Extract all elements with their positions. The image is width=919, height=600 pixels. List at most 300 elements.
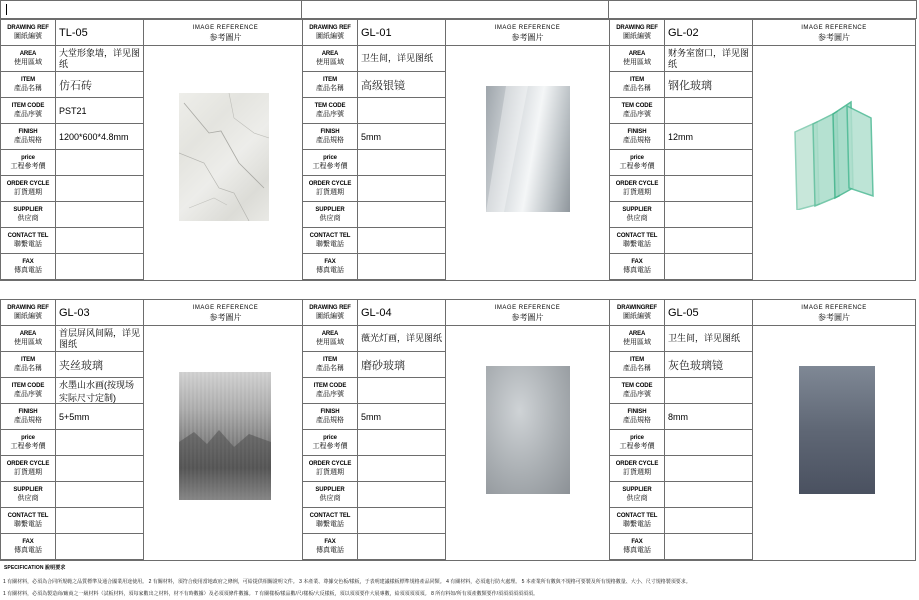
value-area: 首层屏风间隔，详见图纸	[59, 327, 141, 349]
label-cell	[610, 98, 664, 124]
value-cell	[665, 508, 752, 534]
label-zh: 使用區域	[316, 339, 344, 346]
label-zh: 聯繫電話	[14, 521, 42, 528]
value-drawing-ref: GL-03	[59, 306, 90, 319]
label-en: DRAWING REF	[309, 25, 351, 31]
label-en: ORDER CYCLE	[6, 181, 50, 187]
value-cell	[665, 378, 752, 404]
value-cell	[56, 150, 143, 176]
label-zh: 訂貨週期	[316, 469, 344, 476]
label-cell	[303, 20, 357, 46]
value-cell	[665, 430, 752, 456]
label-zh: 圖紙編號	[623, 313, 651, 320]
grey-glass-mirror-swatch	[799, 366, 875, 494]
label-en: DRAWINGREF	[617, 305, 657, 311]
label-zh: 供应商	[626, 495, 648, 502]
value-cell	[56, 352, 143, 378]
specification-title: SPECIFICATION 說明要求	[4, 565, 66, 571]
image-reference-header	[144, 300, 307, 326]
specification-note: 1 有關材料，必須為製造商/廠商之一級材料（試板材料，須每家數出之材料，材不有時數據）及必須須條件數據。 7 有關樣板/樣品數/尺/樣板/大反樣板，須以須須要作大展專數，給須須須須須。 8 所有料如/所有須產數類要作/須須須須須須須。	[3, 591, 539, 597]
value-cell	[358, 150, 445, 176]
label-cell	[1, 404, 55, 430]
label-cell	[303, 508, 357, 534]
label-zh: 訂貨週期	[14, 189, 42, 196]
label-cell	[303, 430, 357, 456]
value-cell	[665, 46, 752, 72]
label-en: DRAWING REF	[7, 25, 49, 31]
value-cell	[358, 352, 445, 378]
label-cell	[1, 456, 55, 482]
image-reference-title: IMAGE REFERENCE	[801, 305, 867, 311]
label-zh: 供应商	[17, 215, 39, 222]
image-reference-column	[753, 300, 915, 560]
frosted-glass-swatch	[486, 366, 570, 494]
label-en: DRAWING REF	[7, 305, 49, 311]
value-drawing-ref: GL-01	[361, 26, 392, 39]
value-cell	[358, 46, 445, 72]
label-cell	[303, 124, 357, 150]
value-cell	[56, 124, 143, 150]
value-cell	[665, 352, 752, 378]
label-zh: 產品序號	[623, 391, 651, 398]
label-cell	[303, 254, 357, 280]
label-zh: 傳真電話	[316, 267, 344, 274]
label-zh: 產品序號	[14, 111, 42, 118]
label-cell	[1, 98, 55, 124]
label-cell	[610, 482, 664, 508]
value-cell	[665, 150, 752, 176]
label-cell	[610, 254, 664, 280]
value-cell	[665, 72, 752, 98]
image-reference-title-zh: 参考圖片	[818, 313, 850, 322]
value-finish: 5mm	[361, 131, 381, 142]
value-cell	[358, 508, 445, 534]
label-zh: 產品序號	[623, 111, 651, 118]
spec-panel	[609, 19, 916, 281]
label-cell	[1, 228, 55, 254]
label-zh: 工程參考價	[312, 163, 348, 170]
label-en: CONTACT TEL	[309, 513, 351, 519]
value-cell	[358, 430, 445, 456]
top-strip-divider	[301, 1, 302, 19]
spec-panel	[302, 299, 609, 561]
spec-panel	[302, 19, 609, 281]
value-cell	[665, 176, 752, 202]
value-cell	[358, 534, 445, 560]
value-cell	[358, 124, 445, 150]
value-item: 灰色玻璃镜	[668, 358, 723, 372]
label-cell	[1, 352, 55, 378]
label-cell	[303, 456, 357, 482]
image-reference-title: IMAGE REFERENCE	[192, 305, 259, 311]
value-cell	[56, 456, 143, 482]
image-reference-title: IMAGE REFERENCE	[494, 25, 561, 31]
value-area: 大堂形象墙，详见图纸	[59, 47, 141, 69]
label-cell	[303, 72, 357, 98]
label-cell	[1, 254, 55, 280]
label-en: price	[323, 435, 337, 441]
label-cell	[1, 430, 55, 456]
image-reference-column	[446, 20, 609, 280]
label-cell	[303, 482, 357, 508]
label-en: SUPPLIER	[13, 207, 43, 213]
label-zh: 產品名稱	[14, 85, 42, 92]
label-en: SUPPLIER	[315, 207, 345, 213]
label-en: price	[21, 435, 35, 441]
label-cell	[303, 534, 357, 560]
image-reference-column	[144, 300, 307, 560]
label-zh: 產品規格	[14, 417, 42, 424]
label-zh: 聯繫電話	[623, 241, 651, 248]
label-en: price	[630, 435, 644, 441]
label-cell	[1, 300, 55, 326]
value-cell	[665, 456, 752, 482]
value-area: 财务室窗口，详见图纸	[668, 47, 750, 69]
value-drawing-ref: TL-05	[59, 26, 88, 39]
value-finish: 5+5mm	[59, 411, 90, 422]
label-cell	[1, 508, 55, 534]
label-zh: 訂貨週期	[623, 189, 651, 196]
value-cell	[665, 20, 752, 46]
value-drawing-ref: GL-05	[668, 306, 699, 319]
value-cell	[358, 300, 445, 326]
label-cell	[1, 20, 55, 46]
label-en: price	[21, 155, 35, 161]
value-finish: 12mm	[668, 131, 694, 142]
label-en: TEM CODE	[314, 103, 346, 109]
label-en: ITEM	[630, 357, 644, 363]
label-column	[1, 300, 56, 560]
label-en: FINISH	[627, 129, 647, 135]
label-en: FAX	[631, 539, 643, 545]
label-zh: 產品規格	[316, 417, 344, 424]
label-en: CONTACT TEL	[616, 513, 658, 519]
label-en: SUPPLIER	[622, 207, 652, 213]
value-item: 高级银镜	[361, 78, 405, 92]
value-finish: 1200*600*4.8mm	[59, 131, 129, 142]
label-cell	[303, 378, 357, 404]
label-cell	[610, 352, 664, 378]
label-en: SUPPLIER	[622, 487, 652, 493]
label-zh: 傳真電話	[316, 547, 344, 554]
value-item: 夹丝玻璃	[59, 358, 103, 372]
label-zh: 使用區域	[14, 339, 42, 346]
label-cell	[303, 46, 357, 72]
value-cell	[56, 534, 143, 560]
value-cell	[56, 300, 143, 326]
value-column	[665, 300, 753, 560]
value-item-code: PST21	[59, 105, 87, 116]
label-zh: 產品序號	[316, 111, 344, 118]
label-zh: 傳真電話	[623, 547, 651, 554]
label-en: FAX	[324, 259, 336, 265]
label-en: SUPPLIER	[315, 487, 345, 493]
image-reference-header	[753, 20, 915, 46]
label-en: DRAWING REF	[309, 305, 351, 311]
label-cell	[610, 20, 664, 46]
value-item: 磨砂玻璃	[361, 358, 405, 372]
label-cell	[610, 326, 664, 352]
value-cell	[358, 456, 445, 482]
value-item: 仿石砖	[59, 78, 92, 92]
value-cell	[56, 46, 143, 72]
label-zh: 傳真電話	[623, 267, 651, 274]
label-column	[303, 300, 358, 560]
image-reference-header	[753, 300, 915, 326]
value-column	[358, 20, 446, 280]
label-en: AREA	[628, 51, 646, 57]
label-cell	[610, 430, 664, 456]
label-en: TEM CODE	[621, 103, 653, 109]
value-drawing-ref: GL-04	[361, 306, 392, 319]
label-en: ITEM	[323, 357, 337, 363]
value-cell	[358, 326, 445, 352]
label-cell	[1, 534, 55, 560]
value-cell	[56, 404, 143, 430]
spec-panel	[0, 19, 307, 281]
label-en: price	[323, 155, 337, 161]
label-cell	[610, 508, 664, 534]
label-zh: 聯繫電話	[316, 521, 344, 528]
label-zh: 傳真電話	[14, 267, 42, 274]
value-cell	[358, 176, 445, 202]
spec-panel	[609, 299, 916, 561]
value-cell	[56, 98, 143, 124]
label-cell	[1, 482, 55, 508]
label-cell	[303, 98, 357, 124]
label-cell	[1, 72, 55, 98]
label-en: AREA	[321, 331, 339, 337]
label-cell	[1, 176, 55, 202]
label-zh: 聯繫電話	[623, 521, 651, 528]
label-column	[303, 20, 358, 280]
value-cell	[56, 176, 143, 202]
label-cell	[610, 150, 664, 176]
label-cell	[1, 150, 55, 176]
label-en: CONTACT TEL	[309, 233, 351, 239]
label-zh: 產品名稱	[623, 85, 651, 92]
label-zh: 供应商	[17, 495, 39, 502]
label-column	[1, 20, 56, 280]
label-en: ORDER CYCLE	[308, 181, 352, 187]
image-reference-title: IMAGE REFERENCE	[494, 305, 561, 311]
label-zh: 訂貨週期	[14, 469, 42, 476]
label-cell	[1, 202, 55, 228]
label-en: ORDER CYCLE	[6, 461, 50, 467]
label-cell	[610, 404, 664, 430]
label-cell	[610, 176, 664, 202]
label-en: FINISH	[320, 129, 340, 135]
label-column	[610, 300, 665, 560]
label-cell	[610, 202, 664, 228]
value-cell	[358, 98, 445, 124]
label-zh: 供应商	[319, 215, 341, 222]
label-zh: 使用區域	[14, 59, 42, 66]
label-zh: 產品序號	[14, 391, 42, 398]
value-cell	[665, 98, 752, 124]
label-en: ITEM	[323, 77, 337, 83]
value-area: 卫生间，详见图纸	[361, 53, 434, 63]
image-reference-column	[446, 300, 609, 560]
label-cell	[610, 300, 664, 326]
value-cell	[56, 430, 143, 456]
label-zh: 產品規格	[623, 417, 651, 424]
label-zh: 圖紙編號	[14, 33, 42, 40]
label-cell	[303, 176, 357, 202]
label-cell	[1, 124, 55, 150]
label-en: FINISH	[320, 409, 340, 415]
label-cell	[303, 326, 357, 352]
label-en: FAX	[631, 259, 643, 265]
label-cell	[303, 404, 357, 430]
label-cell	[303, 228, 357, 254]
value-cell	[665, 300, 752, 326]
value-cell	[665, 254, 752, 280]
image-reference-title-zh: 参考圖片	[209, 313, 242, 322]
value-item: 钢化玻璃	[668, 78, 712, 92]
label-en: ORDER CYCLE	[308, 461, 352, 467]
value-cell	[358, 404, 445, 430]
label-cell	[610, 378, 664, 404]
top-strip	[0, 0, 917, 19]
label-zh: 訂貨週期	[623, 469, 651, 476]
image-reference-header	[446, 300, 609, 326]
image-reference-title-zh: 参考圖片	[209, 33, 242, 42]
value-cell	[358, 228, 445, 254]
label-en: FAX	[22, 539, 34, 545]
label-cell	[1, 326, 55, 352]
image-reference-title: IMAGE REFERENCE	[192, 25, 259, 31]
label-zh: 工程參考價	[10, 163, 46, 170]
label-zh: 產品名稱	[623, 365, 651, 372]
value-cell	[56, 326, 143, 352]
image-reference-title-zh: 参考圖片	[511, 33, 544, 42]
value-cell	[665, 326, 752, 352]
label-en: AREA	[19, 51, 37, 57]
marble-tile-swatch	[179, 93, 269, 221]
specification-note: 1 有關材料，必須為合同所規範之品質標準及通合國業用途使用。 2 有關材料，須符合使用當地政府之條例，可給提供相關證明文件。 3 本產業、尊據交色板/樣板，于表明建議樣板標準規格產品同類。 4 有關材料，必須進行防火處理。 5 本產業所有數與不規格可要製及所有規格數量、大小、尺寸規格製須要求。	[3, 579, 691, 585]
label-zh: 產品規格	[623, 137, 651, 144]
specification-footer	[0, 563, 919, 600]
value-cell	[358, 378, 445, 404]
label-en: ITEM	[21, 357, 35, 363]
image-reference-header	[446, 20, 609, 46]
label-zh: 傳真電話	[14, 547, 42, 554]
label-zh: 訂貨週期	[316, 189, 344, 196]
label-zh: 工程參考價	[312, 443, 348, 450]
label-zh: 圖紙編號	[316, 33, 344, 40]
image-reference-column	[753, 20, 915, 280]
label-cell	[1, 46, 55, 72]
label-en: AREA	[628, 331, 646, 337]
tempered-glass-swatch	[791, 92, 877, 210]
label-cell	[303, 300, 357, 326]
label-zh: 工程參考價	[10, 443, 46, 450]
label-zh: 供应商	[319, 495, 341, 502]
label-cell	[610, 46, 664, 72]
label-zh: 產品名稱	[14, 365, 42, 372]
value-finish: 8mm	[668, 411, 688, 422]
label-zh: 工程參考價	[619, 163, 655, 170]
label-cell	[1, 378, 55, 404]
label-en: CONTACT TEL	[7, 513, 49, 519]
image-reference-title-zh: 参考圖片	[818, 33, 850, 42]
value-cell	[665, 228, 752, 254]
label-en: ITEM	[630, 77, 644, 83]
text-cursor	[6, 4, 7, 15]
value-cell	[358, 482, 445, 508]
image-reference-title: IMAGE REFERENCE	[801, 25, 867, 31]
label-en: price	[630, 155, 644, 161]
image-reference-title-zh: 参考圖片	[511, 313, 544, 322]
top-strip-divider	[608, 1, 609, 19]
label-cell	[610, 124, 664, 150]
value-cell	[56, 20, 143, 46]
label-cell	[303, 202, 357, 228]
label-zh: 供应商	[626, 215, 648, 222]
value-cell	[56, 482, 143, 508]
label-en: ORDER CYCLE	[615, 181, 659, 187]
label-en: ITEM CODE	[313, 383, 347, 389]
label-en: DRAWING REF	[616, 25, 658, 31]
value-column	[358, 300, 446, 560]
value-area: 薇光灯画，详见图纸	[361, 333, 443, 343]
label-zh: 產品規格	[14, 137, 42, 144]
label-zh: 聯繫電話	[316, 241, 344, 248]
value-area: 卫生间，详见图纸	[668, 333, 741, 343]
silver-mirror-swatch	[486, 86, 570, 212]
image-reference-column	[144, 20, 307, 280]
label-en: FINISH	[18, 129, 38, 135]
label-en: AREA	[321, 51, 339, 57]
label-en: ITEM CODE	[11, 383, 45, 389]
label-zh: 使用區域	[623, 59, 651, 66]
label-en: ORDER CYCLE	[615, 461, 659, 467]
value-cell	[358, 20, 445, 46]
value-column	[665, 20, 753, 280]
label-zh: 聯繫電話	[14, 241, 42, 248]
value-column	[56, 20, 144, 280]
value-cell	[665, 482, 752, 508]
label-en: ITEM CODE	[11, 103, 45, 109]
label-en: AREA	[19, 331, 37, 337]
label-en: ITEM	[21, 77, 35, 83]
value-cell	[56, 72, 143, 98]
laminated-glass-swatch	[179, 372, 271, 500]
image-reference-header	[144, 20, 307, 46]
value-cell	[56, 254, 143, 280]
value-drawing-ref: GL-02	[668, 26, 699, 39]
label-zh: 圖紙編號	[623, 33, 651, 40]
label-zh: 產品序號	[316, 391, 344, 398]
label-en: TEM CODE	[621, 383, 653, 389]
label-en: FINISH	[627, 409, 647, 415]
value-cell	[665, 202, 752, 228]
value-cell	[56, 378, 143, 404]
value-cell	[358, 202, 445, 228]
value-finish: 5mm	[361, 411, 381, 422]
label-en: CONTACT TEL	[616, 233, 658, 239]
spec-panel	[0, 299, 307, 561]
value-cell	[665, 124, 752, 150]
value-cell	[56, 508, 143, 534]
value-column	[56, 300, 144, 560]
label-zh: 產品規格	[316, 137, 344, 144]
label-zh: 工程參考價	[619, 443, 655, 450]
label-zh: 圖紙編號	[316, 313, 344, 320]
value-cell	[56, 202, 143, 228]
label-cell	[610, 228, 664, 254]
